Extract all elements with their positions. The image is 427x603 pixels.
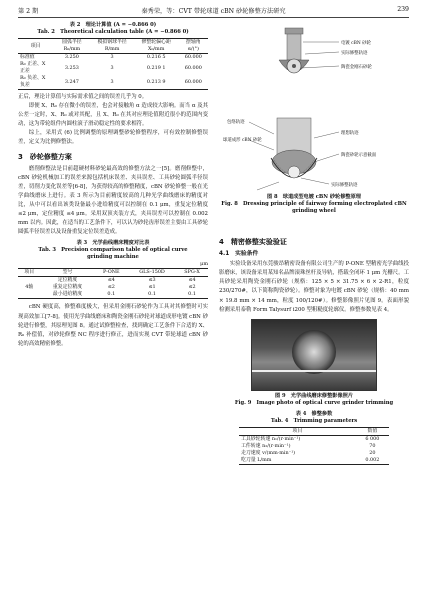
table-cell: 0.1: [188, 291, 196, 298]
table-row: [239, 450, 389, 457]
table-cell: 3: [110, 64, 114, 71]
dressing-principle-diagram: [219, 22, 409, 214]
table2: [18, 38, 208, 90]
table3-group: 4轴: [25, 284, 34, 291]
label-ball-track: 球道成形 cBN 砂轮: [223, 138, 262, 143]
table4-caption-en: Tab. 4 Trimming parameters: [270, 417, 358, 424]
table2-header: 圆弧半径 R₀/mm: [62, 39, 82, 52]
trimming-photo: [251, 319, 377, 391]
table2-caption-cn: 表 2 理论计算值 (A = −0.866 0): [69, 22, 157, 28]
table3-unit: μm: [200, 261, 208, 268]
header-rule: [18, 17, 409, 18]
table-cell: 走刀速度 v/(mm·min⁻¹): [241, 449, 296, 456]
page-number: 239: [397, 6, 409, 13]
table2-header: 模拟钢球半径 R/mm: [97, 39, 127, 52]
paragraph: 即便 X、R₀ 存在微小的误差，也会对接触角 α 造成较大影响。而当 α 及其公差一定时，X、R₀ 或对其配，且 X、R₀ 在其对应理论值附近很小的范围内变动，这为带轮组件内圆柱滚子滑动稳定性的要求相符。: [18, 103, 208, 128]
table3: [18, 268, 208, 299]
table-cell: 0.219 1: [146, 64, 166, 71]
table-cell: 3: [110, 78, 114, 85]
table-cell: R₀ 负差、X 负差: [20, 75, 46, 88]
paragraph: cBN 硬度高，修整难度极大，但采用金刚石砂轮作为工具对其修整时可实现高效加工[7-8]。使用光学曲线磨床和陶瓷金刚石砂轮对球道成形电镀 cBN 砂轮进行修整，其原理见图 8。通过试修整检查，找到确定工艺条件下合适的 X、R₀ 补偿值，对砂轮修整 NC 程序进行修正，进而实现 CVT 带轮球道 cBN 砂轮的高效精密修整。: [18, 304, 208, 347]
table-cell: ≤2: [107, 284, 115, 291]
paragraph: 正后，理论计算值与实际需求值之间的误差几乎为 0。: [18, 94, 148, 100]
table-cell: 0.213 9: [146, 78, 166, 85]
label-envelope: 包络轨迹: [227, 120, 245, 125]
section-heading: 3 砂轮修整方案: [18, 152, 72, 161]
table-cell: 60.000: [184, 78, 202, 85]
figure-8: [219, 22, 409, 214]
table-cell: 0.002: [365, 456, 380, 463]
issue-number: 第 2 期: [18, 8, 39, 15]
table-cell: 最小进给精度: [52, 291, 83, 298]
label-ceramic-section: 陶瓷砂轮示意截面: [341, 153, 377, 158]
paragraph: 综上，采用式 (6) 比例调整的原理调整砂轮修整程序，可有效控制修整误差，定义为比例修整法。: [18, 130, 208, 146]
table-cell: ≤4: [107, 277, 115, 284]
table-cell: ≤3: [148, 277, 156, 284]
table3-header: SPG-X: [184, 269, 200, 276]
table-cell: ≤1: [148, 284, 156, 291]
fig8-caption-en-2: grinding wheel: [292, 208, 336, 214]
table4-header: 项目: [292, 427, 303, 434]
table-cell: 标准值: [20, 54, 35, 60]
table-cell: 工件转速 n₂/(r·min⁻¹): [241, 442, 291, 449]
running-title: 秦秀荣，等：CVT 带轮球道 cBN 砂轮修整方法研究: [141, 8, 286, 15]
table-cell: 3.247: [64, 78, 79, 85]
table-cell: 0.216 5: [146, 54, 166, 60]
table2-header: 项目: [30, 42, 41, 49]
table-cell: 0.1: [148, 291, 156, 298]
fig9-caption-en: Fig. 9 Image photo of optical curve grinder trimming: [234, 399, 394, 406]
label-actual-repair: 实际修整轨迹: [331, 183, 358, 188]
table3-caption-en-2: grinding machine: [87, 254, 139, 261]
table3-caption-cn: 表 3 光学曲线磨床精度对比表: [76, 240, 150, 247]
table-cell: R₀ 正差、X 正差: [20, 61, 46, 74]
label-electroplated: 电镀 cBN 砂轮: [341, 41, 371, 46]
paragraph: 实验设备采用东莞骏昂精密设备有限公司生产的 P-ONE 型精密光学曲线投影磨床，该设备采用某知名品牌滚珠丝杆及导轨，搭载全闭环 1 μm 光栅尺。工具砂轮采用陶瓷金刚石砂轮（规格：125 × 5 × 31.75 × 6 × 2-R1，粒度 230/270#，以下简称陶瓷砂轮）。修整对象为电镀 cBN 砂轮（规格：40 mm × 19.8 mm × 14 mm，粒度 100/120#）。修整影像照片见图 9。表面形貌检测采用泰勒 Form Talysurf i200 型粗糙度轮廓仪。修整参数见表 4。: [219, 261, 409, 313]
table-cell: 0.1: [107, 291, 116, 298]
table-cell: 3.250: [64, 54, 79, 60]
table-cell: 重复定位精度: [52, 284, 83, 291]
table-row: [239, 435, 389, 443]
table-cell: 60.000: [184, 54, 202, 60]
left-column: [18, 22, 208, 349]
table-row: [18, 75, 208, 90]
fig8-caption-cn: 图 8 球道成型电镀 cBN 砂轮修整原理: [267, 194, 361, 200]
table4: [239, 427, 389, 465]
fig8-caption-en: Fig. 8 Dressing principle of fairway forming electroplated cBN: [221, 201, 407, 207]
table3-header: GLS-150D: [139, 269, 165, 276]
table-cell: 3: [110, 54, 114, 60]
table-row: [18, 284, 208, 291]
table-cell: 3.253: [64, 64, 79, 71]
paragraph: 磨削修整法是目前超硬材料砂轮最高效的修整方法之一[5]。磨削修整中，cBN 砂轮机械加工的误差来源包括机床误差、夹具误差、工具砂轮圆弧半径误差，切削力变化误差等[6-8]，为获得较高的修整精度，cBN 砂轮修整一般在光学曲线磨床上进行。表 3 所示为目前精度较高的几种光学曲线磨床的精度对比，从中可以看出该类设备最小进给精度可以控制在 0.1 μm，重复定位精度 ≤2 μm，定位精度 ≤4 μm。采用双顶夹装方式，夹具误差可以控制在 0.002 mm 以内。因此，在适当的工艺条件下，可以认为砂轮齿形误差主要由工具砂轮圆弧半径误差以及设备重复定位误差造成。: [18, 165, 208, 236]
table3-header: P-ONE: [103, 269, 120, 276]
table4-header: 数值: [367, 427, 378, 434]
label-ceramic-wheel: 陶瓷金刚石砂轮: [341, 65, 372, 70]
label-ideal-trajectory: 理想轨迹: [341, 131, 359, 136]
table3-header: 项目: [24, 269, 35, 276]
table-row: [18, 277, 208, 285]
table-cell: 吃刀量 L/mm: [241, 456, 272, 463]
table-cell: 20: [369, 449, 376, 456]
table-cell: 6 000: [365, 435, 380, 442]
table2-header: 摆轴角 α/(°): [185, 39, 201, 52]
fig9-caption-cn: 图 9 光学曲线磨床修整影像照片: [274, 392, 354, 399]
table3-caption-en: Tab. 3 Precision comparison table of optical curve: [38, 247, 188, 254]
table-row: [239, 457, 389, 465]
table-cell: 60.000: [184, 64, 202, 71]
table-cell: 70: [369, 442, 376, 449]
table4-caption-cn: 表 4 修整参数: [295, 410, 333, 417]
table3-header: 型号: [62, 269, 73, 276]
right-column: [219, 22, 409, 465]
table-row: [239, 443, 389, 450]
table-cell: ≤2: [188, 284, 196, 291]
table-row: [18, 291, 208, 299]
table-cell: 工具砂轮转速 n₁/(r·min⁻¹): [241, 435, 301, 442]
table-cell: ≤4: [188, 277, 196, 284]
table2-caption-en: Tab. 2 Theoretical calculation table (A = −0.866 0): [37, 29, 189, 35]
section-heading: 4 精密修整实验验证: [219, 238, 287, 246]
table-cell: 定位精度: [57, 277, 78, 284]
table2-header: 修整轮偏心距 X₀/mm: [141, 39, 171, 52]
table-row: [18, 61, 208, 75]
table-row: [18, 54, 208, 62]
subsection-heading: 4.1 实验条件: [219, 251, 259, 258]
label-actual-trajectory: 实际修整轨迹: [341, 51, 368, 56]
